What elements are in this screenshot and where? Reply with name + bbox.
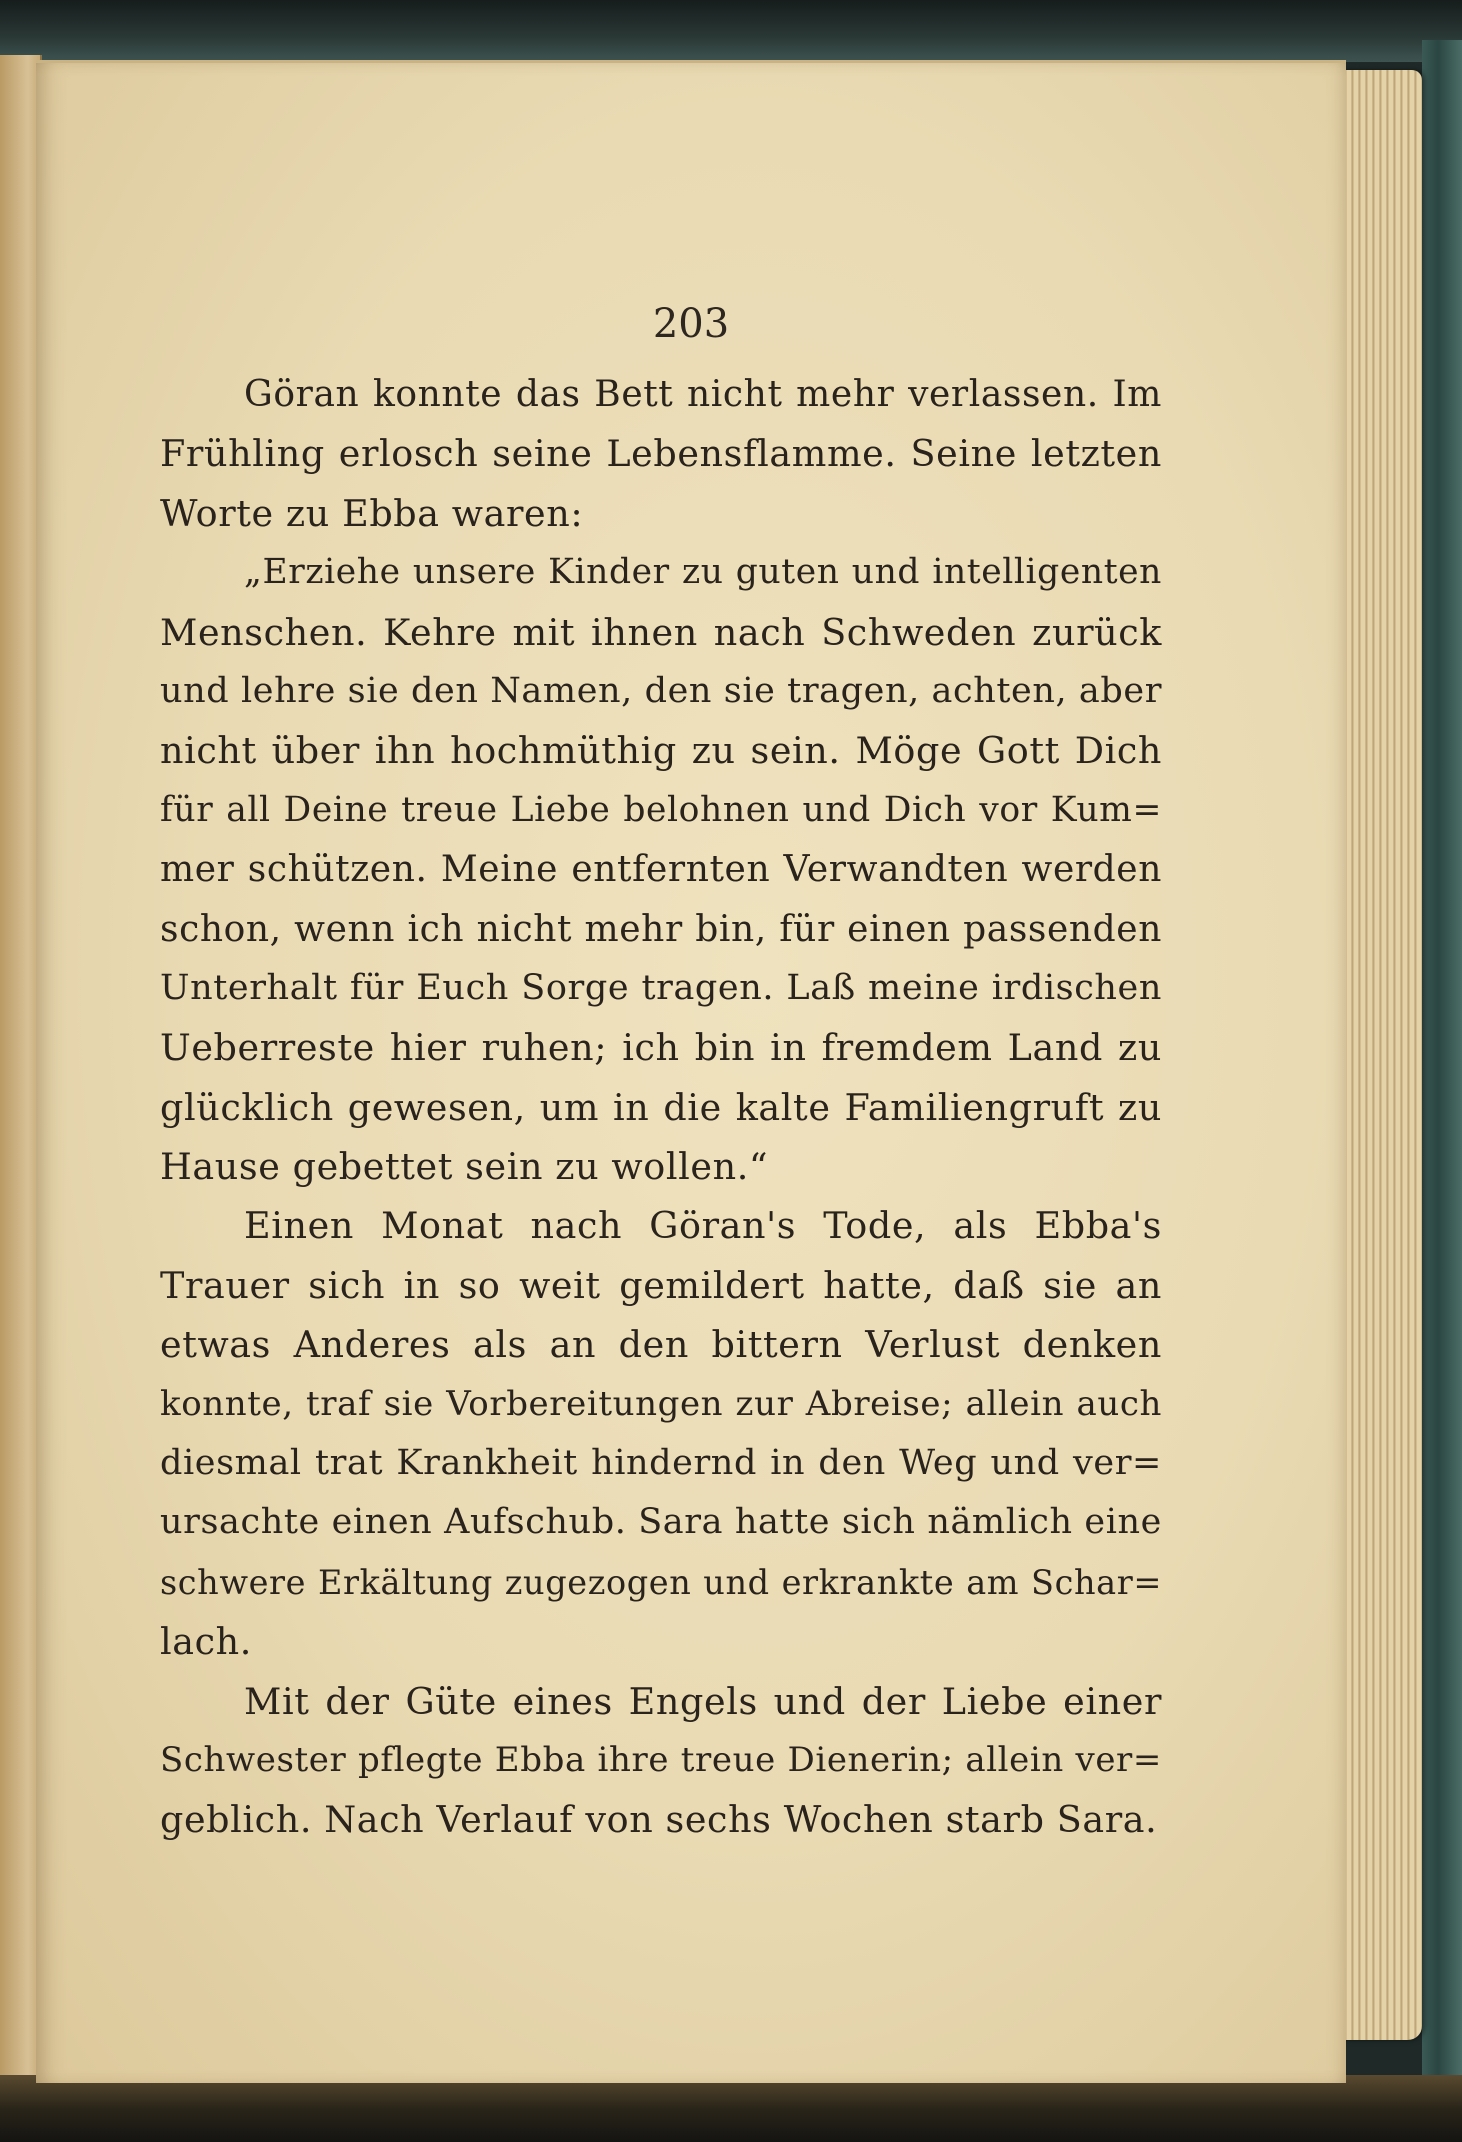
- text-line: glücklich gewesen, um in die kalte Familiengruft zu: [160, 1085, 1162, 1129]
- background-top-edge: [0, 0, 1462, 62]
- text-line: Einen Monat nach Göran's Tode, als Ebba's: [244, 1204, 1162, 1248]
- page-number: 203: [652, 301, 730, 347]
- text-line: Menschen. Kehre mit ihnen nach Schweden zurück: [160, 610, 1162, 654]
- text-line: „Erziehe unsere Kinder zu guten und intelligenten: [244, 552, 1162, 593]
- text-line: mer schützen. Meine entfernten Verwandten werden: [160, 849, 1162, 891]
- text-line: Hause gebettet sein zu wollen.“: [160, 1145, 769, 1189]
- text-line: schwere Erkältung zugezogen und erkrankte am Schar=: [160, 1562, 1162, 1602]
- text-line: Göran konnte das Bett nicht mehr verlassen. Im: [244, 374, 1162, 415]
- text-line: schon, wenn ich nicht mehr bin, für einen passenden: [160, 908, 1162, 950]
- text-line: lach.: [160, 1620, 252, 1664]
- text-line: ursachte einen Aufschub. Sara hatte sich nämlich eine: [160, 1502, 1162, 1543]
- text-line: konnte, traf sie Vorbereitungen zur Abreise; allein auch: [160, 1383, 1162, 1424]
- text-line: Frühling erlosch seine Lebensflamme. Seine letzten: [160, 432, 1162, 476]
- book-bottom-edge: [0, 2075, 1462, 2142]
- text-line: etwas Anderes als an den bittern Verlust denken: [160, 1323, 1162, 1367]
- text-line: Worte zu Ebba waren:: [160, 491, 584, 535]
- text-line: nicht über ihn hochmüthig zu sein. Möge Gott Dich: [160, 729, 1162, 773]
- text-line: und lehre sie den Namen, den sie tragen, achten, aber: [160, 670, 1163, 711]
- text-line: Trauer sich in so weit gemildert hatte, daß sie an: [160, 1263, 1162, 1307]
- book-cover-edge: [1422, 40, 1462, 2142]
- page-stack-edges: [1340, 70, 1422, 2040]
- text-line: Mit der Güte eines Engels und der Liebe einer: [244, 1679, 1162, 1723]
- text-line: diesmal trat Krankheit hindernd in den Weg und ver=: [160, 1443, 1162, 1484]
- text-line: Schwester pflegte Ebba ihre treue Dienerin; allein ver=: [160, 1739, 1162, 1780]
- text-line: Ueberreste hier ruhen; ich bin in fremdem Land zu: [160, 1026, 1162, 1070]
- book-page: [36, 60, 1346, 2083]
- text-line: für all Deine treue Liebe belohnen und Dich vor Kum=: [160, 789, 1162, 830]
- page-body-text: [160, 365, 1162, 1850]
- text-line: Unterhalt für Euch Sorge tragen. Laß meine irdischen: [160, 967, 1162, 1008]
- text-line: geblich. Nach Verlauf von sechs Wochen starb Sara.: [160, 1798, 1158, 1842]
